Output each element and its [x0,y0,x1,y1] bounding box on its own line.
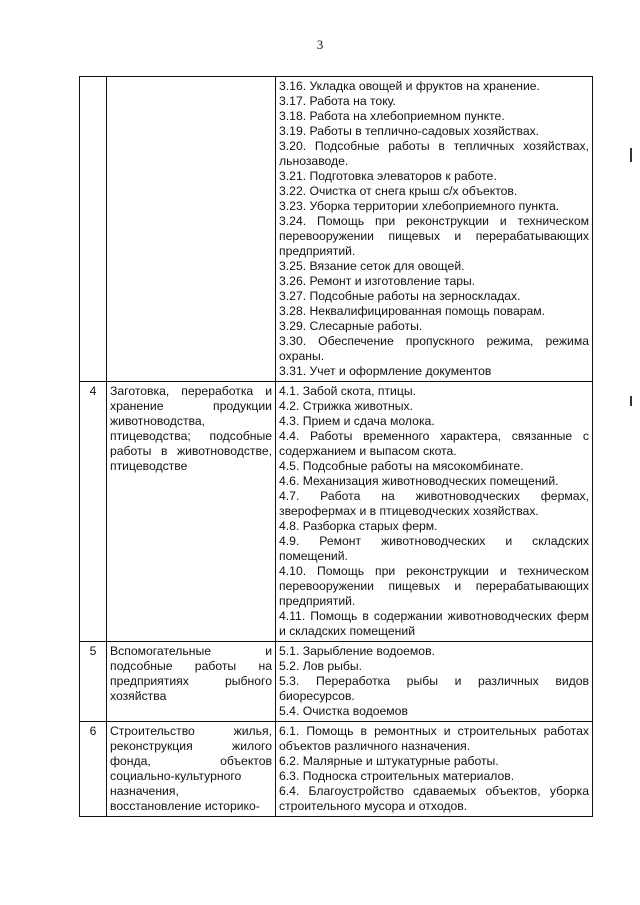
work-types-table [79,76,593,817]
work-item: 3.16. Укладка овощей и фруктов на хранение. [279,79,540,93]
work-item: 6.2. Малярные и штукатурные работы. [279,754,499,768]
work-item: 3.19. Работы в теплично-садовых хозяйствах. [279,124,540,138]
work-item: 4.2. Стрижка животных. [279,399,413,413]
table-row-4 [80,382,593,642]
work-item: 3.23. Уборка территории хлебоприемного пункта. [279,199,560,213]
work-item: 3.31. Учет и оформление документов [279,364,492,378]
row-category: Вспомогательные и подсобные работы на предприятиях рыбного хозяйства [107,642,276,722]
row-category: Заготовка, переработка и хранение продукции животноводства, птицеводства; подсобные работы в животноводстве, птицеводстве [107,382,276,642]
work-item: 4.11. Помощь в содержании животноводческих ферм и складских помещений [279,609,589,638]
row-category [107,77,276,382]
work-item: 6.4. Благоустройство сдаваемых объектов, уборка строительного мусора и отходов. [279,784,589,813]
work-item: 3.20. Подсобные работы в тепличных хозяйствах, льнозаводе. [279,139,589,168]
work-item: 3.22. Очистка от снега крыш с/х объектов. [279,184,518,198]
work-item: 4.7. Работа на животноводческих фермах, зверофермах и в птицеводческих хозяйствах. [279,489,589,518]
work-item: 3.18. Работа на хлебоприемном пункте. [279,109,505,123]
work-item: 3.17. Работа на току. [279,94,396,108]
work-item: 3.27. Подсобные работы на зерноскладах. [279,289,521,303]
work-item: 4.10. Помощь при реконструкции и техническом перевооружении пищевых и перерабатывающих предприятий. [279,564,589,608]
work-item: 3.26. Ремонт и изготовление тары. [279,274,476,288]
work-item: 4.6. Механизация животноводческих помещений. [279,474,559,488]
work-item: 5.2. Лов рыбы. [279,659,363,673]
work-item: 4.8. Разборка старых ферм. [279,519,438,533]
work-item: 3.28. Неквалифицированная помощь поварам. [279,304,546,318]
row-category: Строительство жилья, реконструкция жилого фонда, объектов социально-культурного назначения, восстановление историко- [107,722,276,817]
work-item: 5.3. Переработка рыбы и различных видов биоресурсов. [279,674,589,703]
scan-edge-mark [630,148,632,162]
page-number: 3 [316,37,324,52]
work-item: 4.1. Забой скота, птицы. [279,384,416,398]
row-works-list [276,382,593,642]
work-item: 4.5. Подсобные работы на мясокомбинате. [279,459,524,473]
work-item: 6.3. Подноска строительных материалов. [279,769,515,783]
row-works-list [276,77,593,382]
work-item: 6.1. Помощь в ремонтных и строительных работах объектов различного назначения. [279,724,589,753]
work-item: 4.4. Работы временного характера, связанные с содержанием и выпасом скота. [279,429,589,458]
scan-edge-mark [630,396,632,406]
row-works-list [276,722,593,817]
table-row-6 [80,722,593,817]
work-item: 5.1. Зарыбление водоемов. [279,644,435,658]
row-number [80,77,107,382]
table-row-3-continued [80,77,593,382]
work-item: 5.4. Очистка водоемов [279,704,408,718]
work-item: 3.21. Подготовка элеваторов к работе. [279,169,497,183]
work-item: 3.25. Вязание сеток для овощей. [279,259,465,273]
row-works-list [276,642,593,722]
work-item: 4.3. Прием и сдача молока. [279,414,435,428]
work-item: 3.24. Помощь при реконструкции и техническом перевооружении пищевых и перерабатывающих предприятий. [279,214,589,258]
table-row-5 [80,642,593,722]
row-number: 5 [80,642,107,722]
work-item: 3.30. Обеспечение пропускного режима, режима охраны. [279,334,589,363]
work-item: 4.9. Ремонт животноводческих и складских помещений. [279,534,589,563]
work-item: 3.29. Слесарные работы. [279,319,423,333]
row-number: 4 [80,382,107,642]
row-number: 6 [80,722,107,817]
